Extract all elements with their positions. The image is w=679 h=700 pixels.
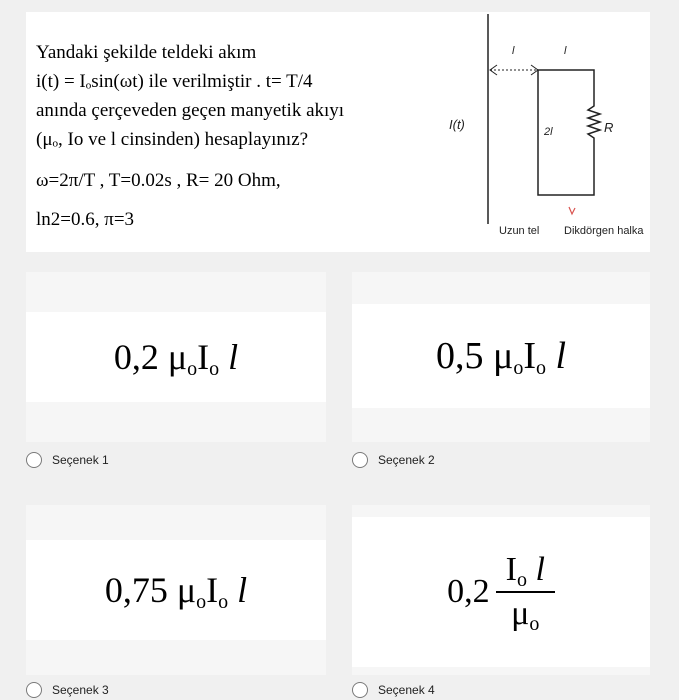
option-1-card[interactable] [26,272,326,442]
question-line-5: ω=2π/T , T=0.02s , R= 20 Ohm, [36,170,281,191]
option-1-radio[interactable] [26,452,42,468]
question-line-1: Yandaki şekilde teldeki akım [36,42,257,63]
resistor-label: R [604,120,614,135]
option-1-choice[interactable] [26,452,109,468]
distance-label-2: l [564,45,567,57]
option-1-image [26,312,326,402]
option-4-radio[interactable] [352,682,368,698]
option-4-image [352,517,650,667]
option-2-card[interactable] [352,272,650,442]
question-line-6: ln2=0.6, π=3 [36,209,135,230]
height-label: 2l [544,126,553,138]
distance-label-1: l [512,45,515,57]
question-line-4: (μₒ, Io ve l cinsinden) hesaplayınız? [36,129,309,150]
option-1-label: Seçenek 1 [52,453,109,467]
option-4-expression: 0,2 $\frac{\text{Io l}}{\mu o}$ [447,551,555,633]
option-2-radio[interactable] [352,452,368,468]
circuit-diagram [444,12,650,252]
option-3-expression: 0,75 μoIo l [104,570,248,613]
option-3-image [26,540,326,640]
option-1-expression: 0,2 μoIo l [113,337,239,380]
option-4-choice[interactable] [352,682,435,698]
option-4-card[interactable] [352,505,650,675]
red-arrow-icon [569,207,575,214]
option-2-label: Seçenek 2 [378,453,435,467]
loop-caption: Dikdörgen halka [564,225,644,237]
option-3-radio[interactable] [26,682,42,698]
wire-caption: Uzun tel [499,225,540,237]
option-2-image [352,304,650,408]
option-2-expression: 0,5 μoIo l [435,335,567,379]
option-4-label: Seçenek 4 [378,683,435,697]
option-2-choice[interactable] [352,452,435,468]
question-card [26,12,650,252]
question-line-3: anında çerçeveden geçen manyetik akıyı [36,100,345,121]
question-line-2: i(t) = Iₒsin(ωt) ile verilmiştir . t= T/4 [36,71,313,92]
current-label: I(t) [449,117,465,132]
question-text [36,38,456,234]
option-3-card[interactable] [26,505,326,675]
option-3-label: Seçenek 3 [52,683,109,697]
option-3-choice[interactable] [26,682,109,698]
